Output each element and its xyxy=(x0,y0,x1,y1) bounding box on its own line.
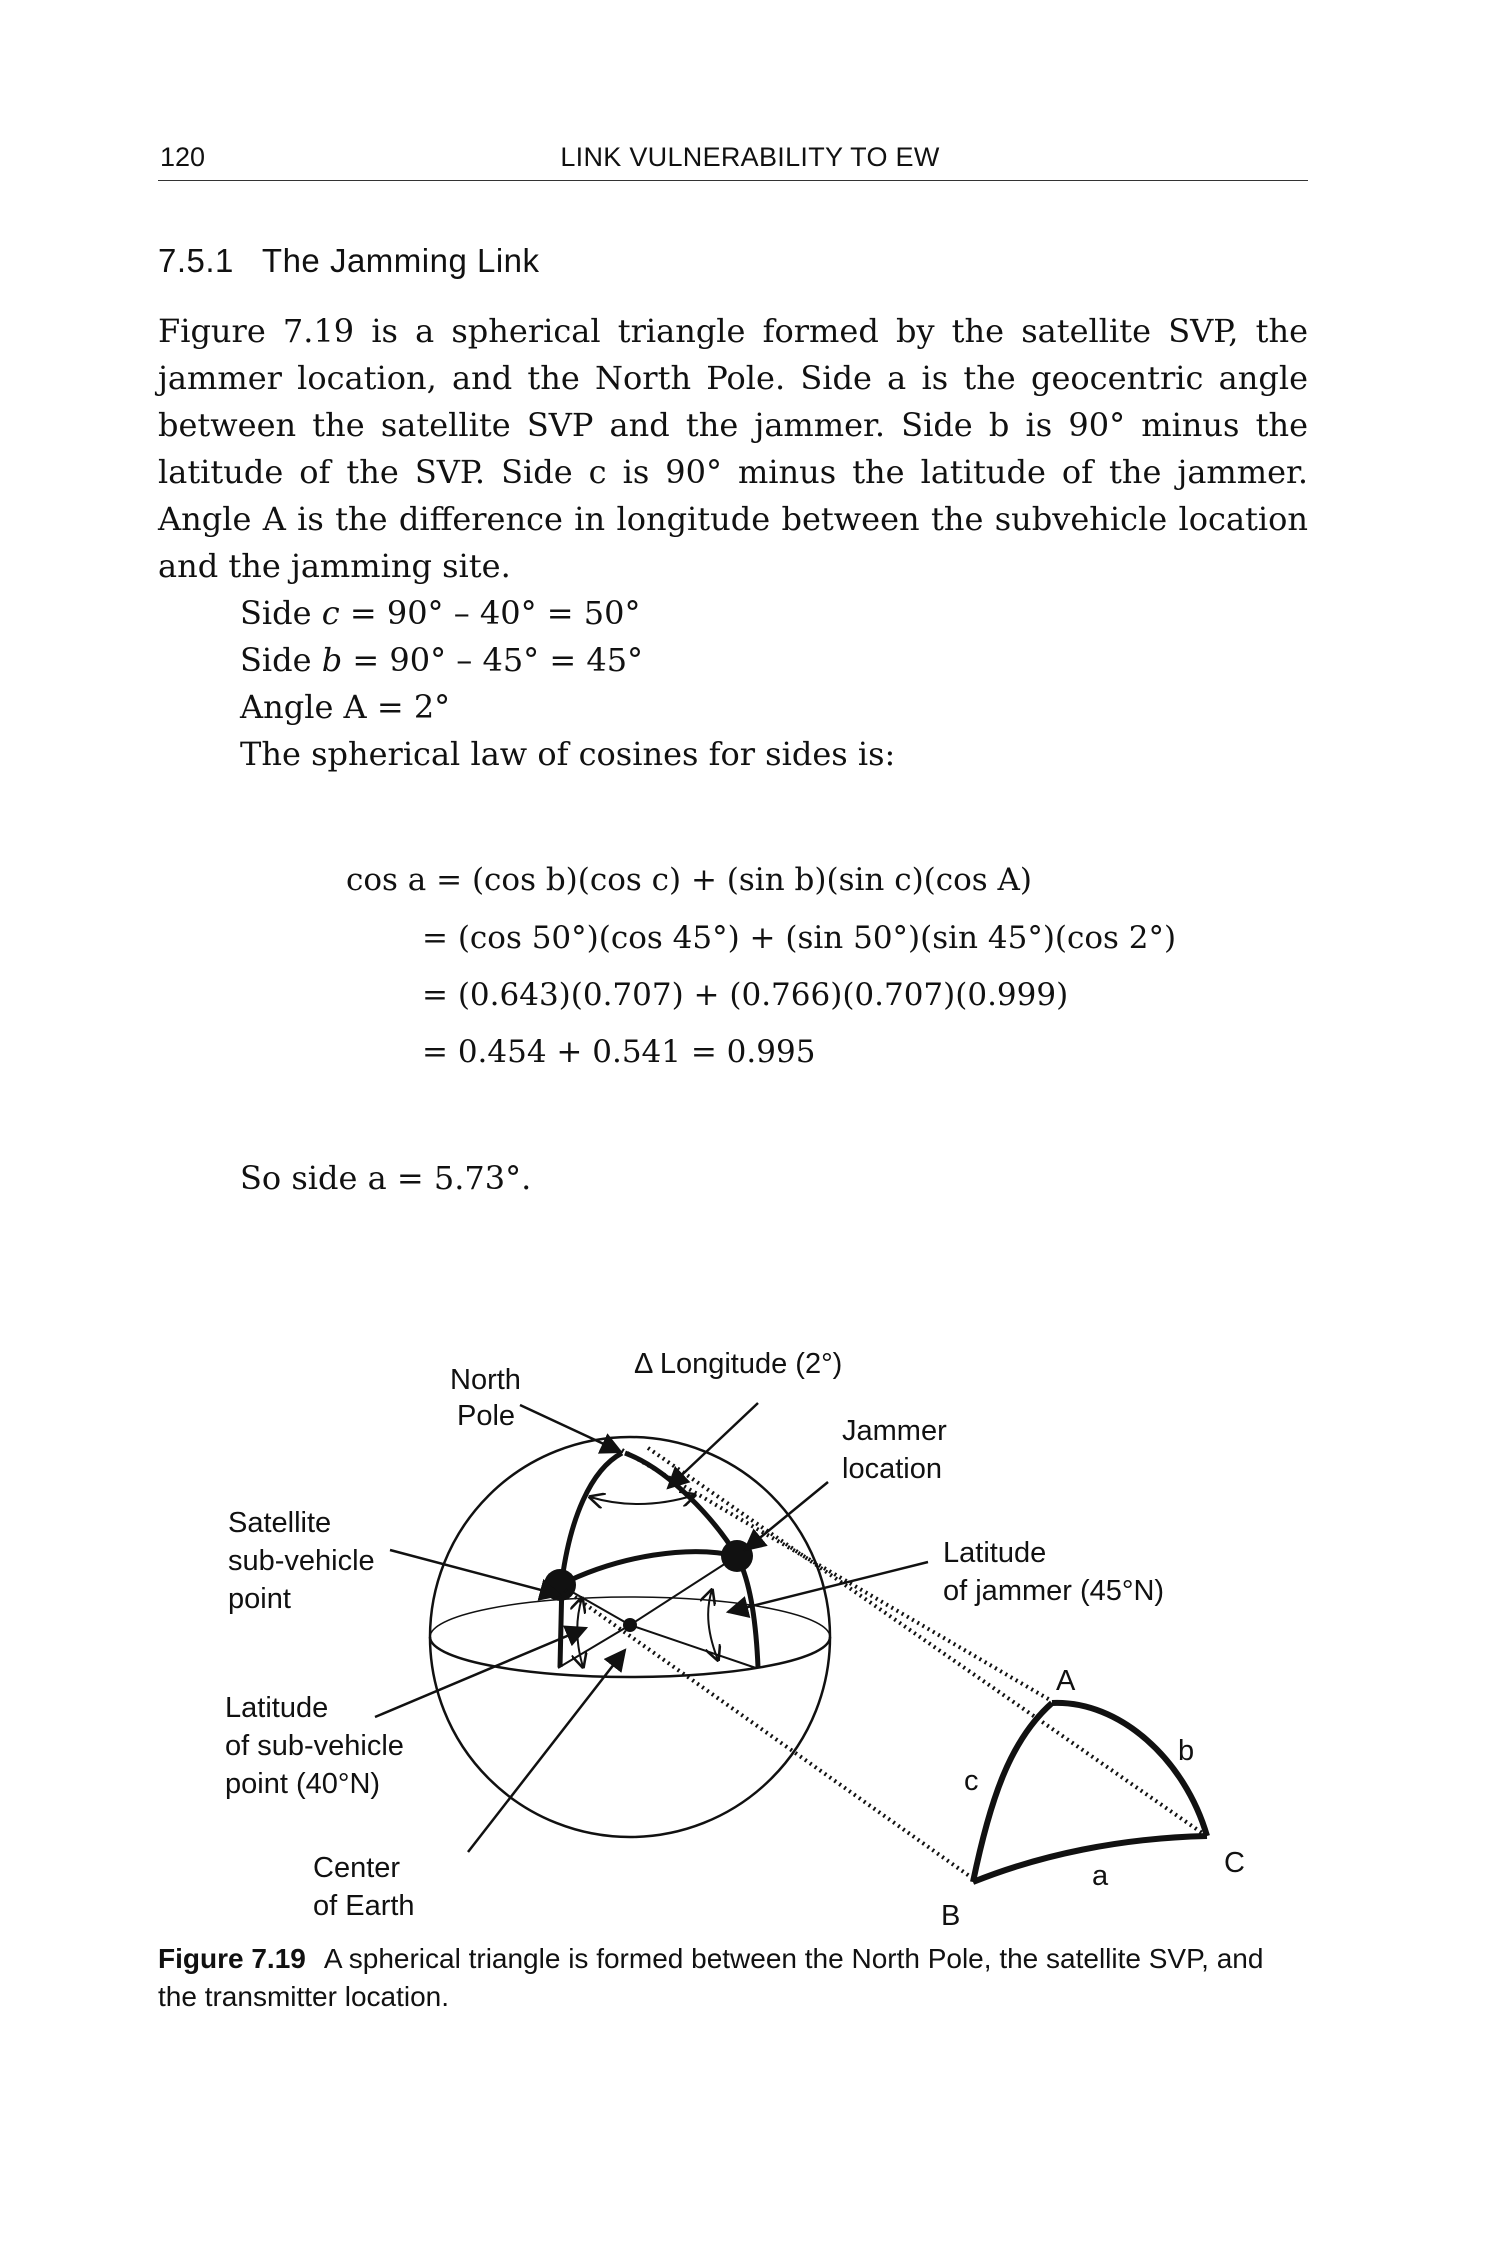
jammer-point xyxy=(721,1540,753,1572)
equator-front xyxy=(430,1637,830,1677)
latitude-sub-leader xyxy=(375,1628,586,1717)
caption-text: A spherical triangle is formed between the North Pole, the satellite SVP, and the transmitter location. xyxy=(158,1943,1264,2012)
triangle-side-c xyxy=(973,1703,1052,1882)
side-c-lead: Side xyxy=(240,594,322,632)
side-c-label: c xyxy=(964,1765,979,1797)
caption-figure-number: Figure 7.19 xyxy=(158,1943,306,1974)
radius-jammer xyxy=(630,1556,737,1625)
side-b-rest: = 90° – 45° = 45° xyxy=(342,641,644,679)
jammer-label-1: Jammer xyxy=(842,1415,947,1447)
great-circle-arc xyxy=(560,1552,737,1585)
satellite-svp-point xyxy=(544,1569,576,1601)
satellite-label-1: Satellite xyxy=(228,1507,332,1539)
equation-line-2: = (cos 50°)(cos 45°) + (sin 50°)(sin 45°)(cos 2°) xyxy=(422,920,1177,956)
conclusion: So side a = 5.73°. xyxy=(240,1159,532,1197)
side-b-lead: Side xyxy=(240,641,322,679)
triangle-side-b xyxy=(1052,1703,1207,1836)
equation-line-1: cos a = (cos b)(cos c) + (sin b)(sin c)(cos A) xyxy=(346,862,1033,898)
side-b-label: b xyxy=(1178,1735,1195,1767)
vertex-b-label: B xyxy=(941,1900,961,1932)
side-c-var: c xyxy=(321,594,340,632)
equation-line-3: = (0.643)(0.707) + (0.766)(0.707)(0.999) xyxy=(422,977,1069,1013)
jammer-leader xyxy=(745,1482,828,1550)
section-number: 7.5.1 xyxy=(158,242,234,279)
center-label-2: of Earth xyxy=(313,1890,415,1922)
side-c-rest: = 90° – 40° = 50° xyxy=(339,594,641,632)
center-label-1: Center xyxy=(313,1852,401,1884)
side-a-label: a xyxy=(1092,1860,1109,1892)
vertex-c-label: C xyxy=(1224,1847,1245,1879)
satellite-label-2: sub-vehicle xyxy=(228,1545,375,1577)
earth-circle xyxy=(430,1437,830,1837)
vertex-a-label: A xyxy=(1056,1665,1076,1697)
page-number: 120 xyxy=(160,142,206,172)
north-pole-label-1: North xyxy=(450,1364,521,1396)
radius-equator-right xyxy=(630,1625,756,1668)
jammer-label-2: location xyxy=(842,1453,942,1485)
section-title: The Jamming Link xyxy=(261,242,540,279)
delta-longitude-label: Δ Longitude (2°) xyxy=(634,1348,843,1380)
angle-a-line: Angle A = 2° xyxy=(240,688,451,726)
north-pole-label-2: Pole xyxy=(457,1400,516,1432)
latitude-sub-label-2: of sub-vehicle xyxy=(225,1730,404,1762)
triangle-side-a xyxy=(973,1836,1207,1882)
satellite-leader xyxy=(390,1550,560,1595)
figure-caption xyxy=(158,1940,1308,2016)
latitude-sub-label-3: point (40°N) xyxy=(225,1768,381,1800)
latitude-jammer-label-2: of jammer (45°N) xyxy=(943,1575,1165,1607)
body-paragraph: Figure 7.19 is a spherical triangle formed by the satellite SVP, the jammer location, and the North Pole. Side a is the geocentric angle between the satellite SVP and the jammer. Side b is 90° minus the latitude of the SVP. Side c is 90° minus the latitude of the jammer. Angle A is the difference in longitude between the subvehicle location and the jamming site. xyxy=(158,312,1308,585)
running-title: LINK VULNERABILITY TO EW xyxy=(560,142,940,172)
radius-equator-left xyxy=(558,1625,630,1668)
projection-jammer xyxy=(648,1448,1205,1835)
latitude-sub-label-1: Latitude xyxy=(225,1692,329,1724)
equation-line-4: = 0.454 + 0.541 = 0.995 xyxy=(422,1034,816,1070)
center-point xyxy=(623,1618,637,1632)
satellite-label-3: point xyxy=(228,1583,291,1615)
center-leader xyxy=(468,1650,625,1852)
latitude-jammer-label-1: Latitude xyxy=(943,1537,1047,1569)
delta-longitude-leader xyxy=(668,1403,758,1488)
delta-longitude-arc xyxy=(590,1495,695,1504)
side-b-var: b xyxy=(321,641,343,679)
law-intro: The spherical law of cosines for sides is: xyxy=(240,735,896,773)
